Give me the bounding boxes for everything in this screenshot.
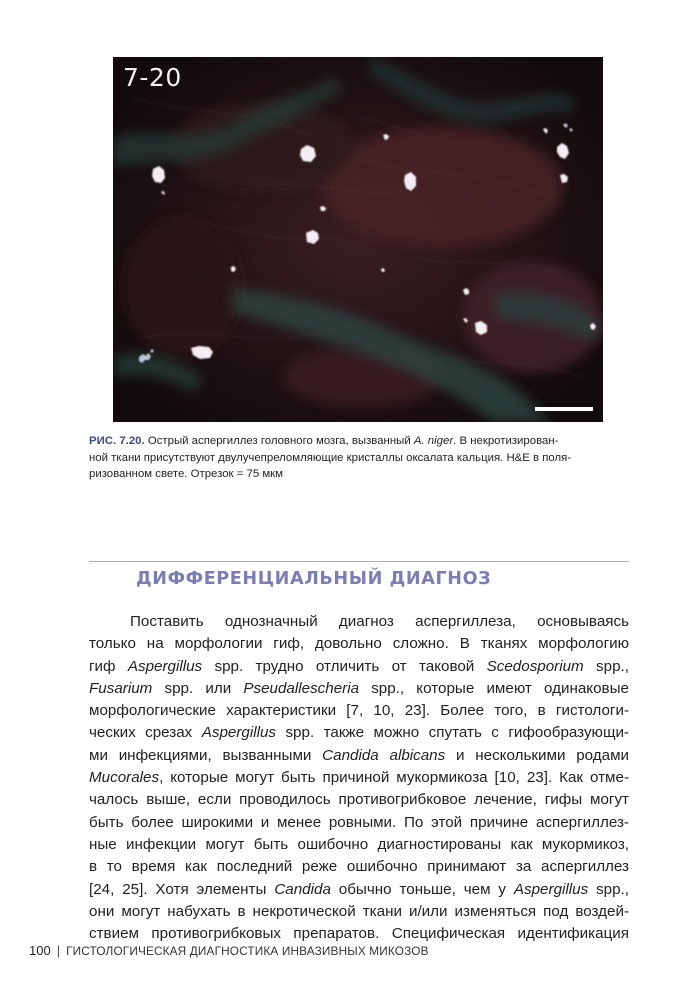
figure-caption	[89, 433, 629, 483]
body-text: spp. трудно отличить от таковой	[202, 657, 487, 675]
body-line	[89, 767, 629, 789]
body-line	[89, 633, 629, 655]
body-text: spp. также можно спутать с гифообразующи-	[276, 724, 629, 742]
body-text: , которые могут быть причиной мукормикоза [10, 23]. Как отме-	[159, 769, 629, 787]
species-name: Candida albicans	[322, 746, 446, 764]
micrograph-figure	[113, 57, 603, 422]
body-text: они могут набухать в некротической ткани и/или изменяться под воздей-	[89, 902, 629, 920]
genus-name: Aspergillus	[127, 657, 203, 675]
body-text: чалось выше, если проводилось противогрибковое лечение, гифы могут	[89, 791, 629, 809]
body-line	[89, 834, 629, 856]
body-line	[89, 812, 629, 834]
body-line	[89, 722, 629, 744]
genus-name: Aspergillus	[513, 880, 589, 898]
body-text: быть более широкими и менее ровными. По этой причине аспергиллез-	[89, 813, 629, 831]
figure-label: 7-20	[123, 63, 182, 92]
caption-text: ной ткани присутствуют двулучепреломляющие кристаллы оксалата кальция. H&E в поля-	[89, 451, 572, 464]
caption-text: ризованном свете. Отрезок = 75 мкм	[89, 468, 283, 480]
caption-number: РИС. 7.20.	[89, 435, 145, 447]
caption-species: A. niger	[413, 435, 454, 447]
body-text: Поставить однозначный диагноз аспергиллеза, основываясь	[130, 613, 629, 630]
body-line	[89, 700, 629, 722]
body-text: ствием противогрибковых препаратов. Специфическая идентификация	[89, 925, 629, 943]
scale-bar	[535, 407, 593, 411]
caption-line	[89, 433, 629, 450]
body-line	[89, 656, 629, 678]
body-line	[89, 745, 629, 767]
body-line	[89, 856, 629, 878]
caption-line	[89, 450, 629, 467]
page-footer	[29, 943, 429, 958]
genus-name: Mucorales	[89, 769, 160, 787]
body-text: и несколькими родами	[445, 746, 629, 764]
genus-name: Pseudallescheria	[243, 679, 360, 697]
section-heading: ДИФФЕРЕНЦИАЛЬНЫЙ ДИАГНОЗ	[136, 569, 492, 589]
body-text: в то время как последний реже ошибочно принимают за аспергиллез	[89, 858, 629, 876]
body-text: морфологические характеристики [7, 10, 23]. Более того, в гистологи-	[89, 702, 629, 720]
body-line	[89, 879, 629, 901]
body-text: spp., которые имеют одинаковые	[359, 679, 629, 697]
footer-separator: |	[56, 943, 61, 958]
page-number: 100	[29, 943, 51, 958]
body-text: ми инфекциями, вызванными	[89, 746, 323, 764]
body-text: только на морфологии гиф, довольно сложно. В тканях морфологию	[89, 635, 629, 653]
genus-name: Fusarium	[89, 679, 153, 697]
body-line	[89, 611, 629, 633]
caption-line	[89, 466, 629, 483]
genus-name: Candida	[274, 880, 331, 898]
body-text: spp.,	[588, 880, 629, 898]
body-line	[89, 678, 629, 700]
body-line	[89, 789, 629, 811]
body-line	[89, 901, 629, 923]
body-text: обычно тоньше, чем у	[330, 880, 514, 898]
section-divider	[89, 561, 629, 562]
body-paragraph	[89, 611, 629, 945]
body-text: spp.,	[583, 657, 629, 675]
running-title: ГИСТОЛОГИЧЕСКАЯ ДИАГНОСТИКА ИНВАЗИВНЫХ МИКОЗОВ	[66, 944, 429, 958]
body-text: [24, 25]. Хотя элементы	[89, 880, 275, 898]
body-text: spp. или	[152, 679, 244, 697]
genus-name: Aspergillus	[201, 724, 277, 742]
body-text: ные инфекции могут быть ошибочно диагностированы как мукормикоз,	[89, 835, 629, 853]
body-text: ческих срезах	[89, 724, 202, 742]
genus-name: Scedosporium	[486, 657, 584, 675]
caption-text: . В некротизирован-	[453, 435, 559, 447]
caption-text: Острый аспергиллез головного мозга, вызванный	[147, 435, 414, 447]
polarized-micrograph-image	[113, 57, 603, 422]
body-text: гиф	[89, 657, 128, 675]
